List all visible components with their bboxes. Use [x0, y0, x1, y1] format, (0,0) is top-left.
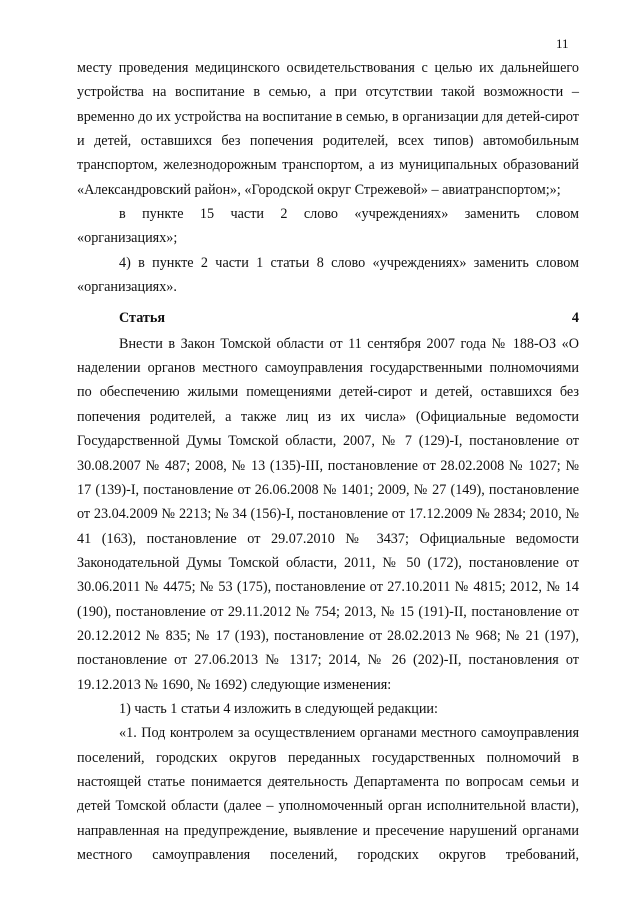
paragraph-continuation: месту проведения медицинского освидетельствования с целью их дальнейшего устройства на воспитание в семью, а при отсутствии такой возможности – временно до их устройства на воспитание в семью, в организации для детей-сирот и детей, оставшихся без попечения родителей, всех типов) автомобильным транспортом, железнодорожным транспортом, а из муниципальных образований «Александровский район», «Городской округ Стрежевой» – авиатранспортом;»;: [77, 60, 579, 198]
paragraph-article-4-intro: Внести в Закон Томской области от 11 сентября 2007 года № 188-ОЗ «О наделении органов местного самоуправления государственными полномочиями по обеспечению жилыми помещениями детей-сирот и детей, оставшихся без попечения родителей, а также лиц из их числа» (Официальные ведомости Государственной Думы Томской области, 2007, № 7 (129)-I, постановление от 30.08.2007 № 487; 2008, № 13 (135)-III, постановление от 28.02.2008 № 1027; № 17 (139)-I, постановление от 26.06.2008 № 1401; 2009, № 27 (149), постановление от 23.04.2009 № 2213; № 34 (156)-I, постановление от 17.12.2009 № 2834; 2010, № 41 (163), постановление от 29.07.2010 № 3437; Официальные ведомости Законодательной Думы Томской области, 2011, № 50 (172), постановление от 30.06.2011 № 4475; № 53 (175), постановление от 27.10.2011 № 4815; 2012, № 14 (190), постановление от 29.11.2012 № 754; 2013, № 15 (191)-II, постановление от 20.12.2012 № 835; № 17 (193), постановление от 28.02.2013 № 968; № 21 (197), постановление от 27.06.2013 № 1317; 2014, № 26 (202)-II, постановления от 19.12.2013 № 1690, № 1692) следующие изменения:: [77, 335, 579, 693]
document-body: [77, 56, 579, 867]
paragraph-amendment-4: 4) в пункте 2 части 1 статьи 8 слово «учреждениях» заменить словом «организациях».: [77, 254, 579, 296]
paragraph-amendment-15: в пункте 15 части 2 слово «учреждениях» заменить словом «организациях»;: [77, 206, 579, 247]
article-heading: Статья 4: [119, 310, 579, 327]
paragraph-quoted-text: «1. Под контролем за осуществлением органами местного самоуправления поселений, городских округов переданных государственных полномочий в настоящей статье понимается деятельность Департамента по вопросам семьи и детей Томской области (далее – уполномоченный орган исполнительной власти), направленная на предупреждение, выявление и пресечение нарушений органами местного самоуправления поселений, городских округов требований,: [77, 725, 579, 863]
page-number: 11: [556, 36, 569, 51]
paragraph-list-item-1: 1) часть 1 статьи 4 изложить в следующей редакции:: [119, 700, 438, 717]
